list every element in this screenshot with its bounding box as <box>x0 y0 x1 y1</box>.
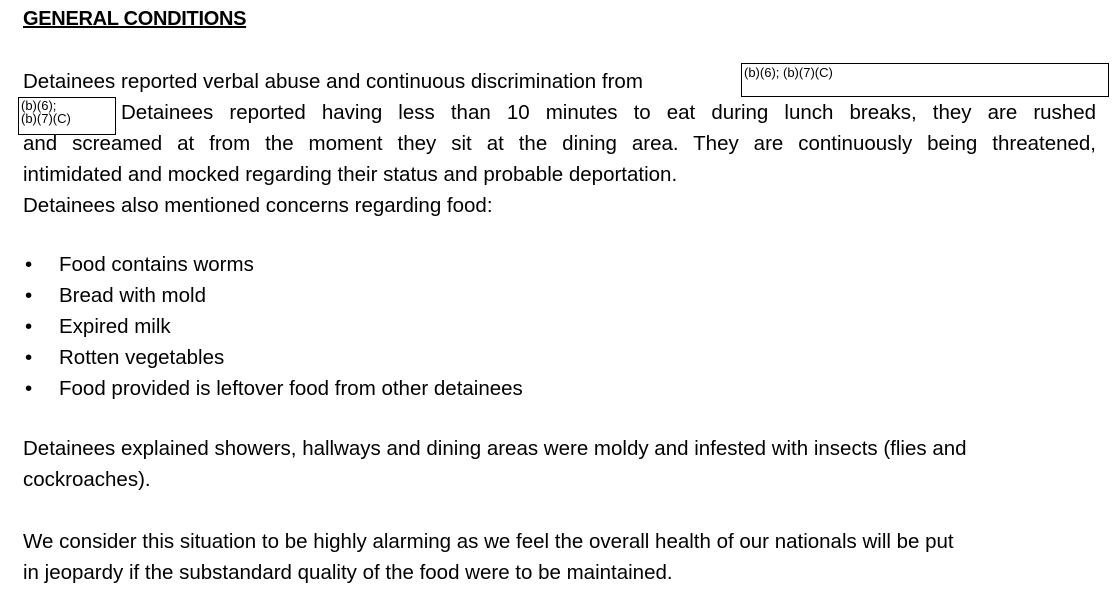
bullet-icon: • <box>25 315 33 338</box>
list-item-text: Food contains worms <box>59 253 254 276</box>
bullet-icon: • <box>25 253 33 276</box>
paragraph3-line2: in jeopardy if the substandard quality of the food were to be maintained. <box>23 561 673 584</box>
list-item-text: Expired milk <box>59 315 171 338</box>
list-item-text: Rotten vegetables <box>59 346 225 369</box>
bullet-icon: • <box>25 284 33 307</box>
paragraph1-line1: Detainees reported verbal abuse and continuous discrimination from <box>23 70 643 93</box>
redaction-box-1: (b)(6); (b)(7)(C) <box>741 63 1109 97</box>
paragraph3-line1: We consider this situation to be highly alarming as we feel the overall health of our nationals will be put <box>23 530 954 553</box>
list-item-text: Bread with mold <box>59 284 206 307</box>
paragraph1-line4: intimidated and mocked regarding their status and probable deportation. <box>23 163 678 186</box>
paragraph1-line5: Detainees also mentioned concerns regarding food: <box>23 194 493 217</box>
paragraph2-line2: cockroaches). <box>23 468 151 491</box>
redaction-box-2: (b)(6); (b)(7)(C) <box>18 97 116 135</box>
list-item-text: Food provided is leftover food from other detainees <box>59 377 523 400</box>
paragraph1-line2: Detainees reported having less than 10 minutes to eat during lunch breaks, they are rushed <box>121 101 1096 124</box>
bullet-icon: • <box>25 377 33 400</box>
paragraph1-line3: and screamed at from the moment they sit at the dining area. They are continuously being threatened, <box>23 132 1096 155</box>
bullet-icon: • <box>25 346 33 369</box>
section-heading: GENERAL CONDITIONS <box>23 8 247 30</box>
paragraph2-line1: Detainees explained showers, hallways and dining areas were moldy and infested with insects (flies and <box>23 437 967 460</box>
